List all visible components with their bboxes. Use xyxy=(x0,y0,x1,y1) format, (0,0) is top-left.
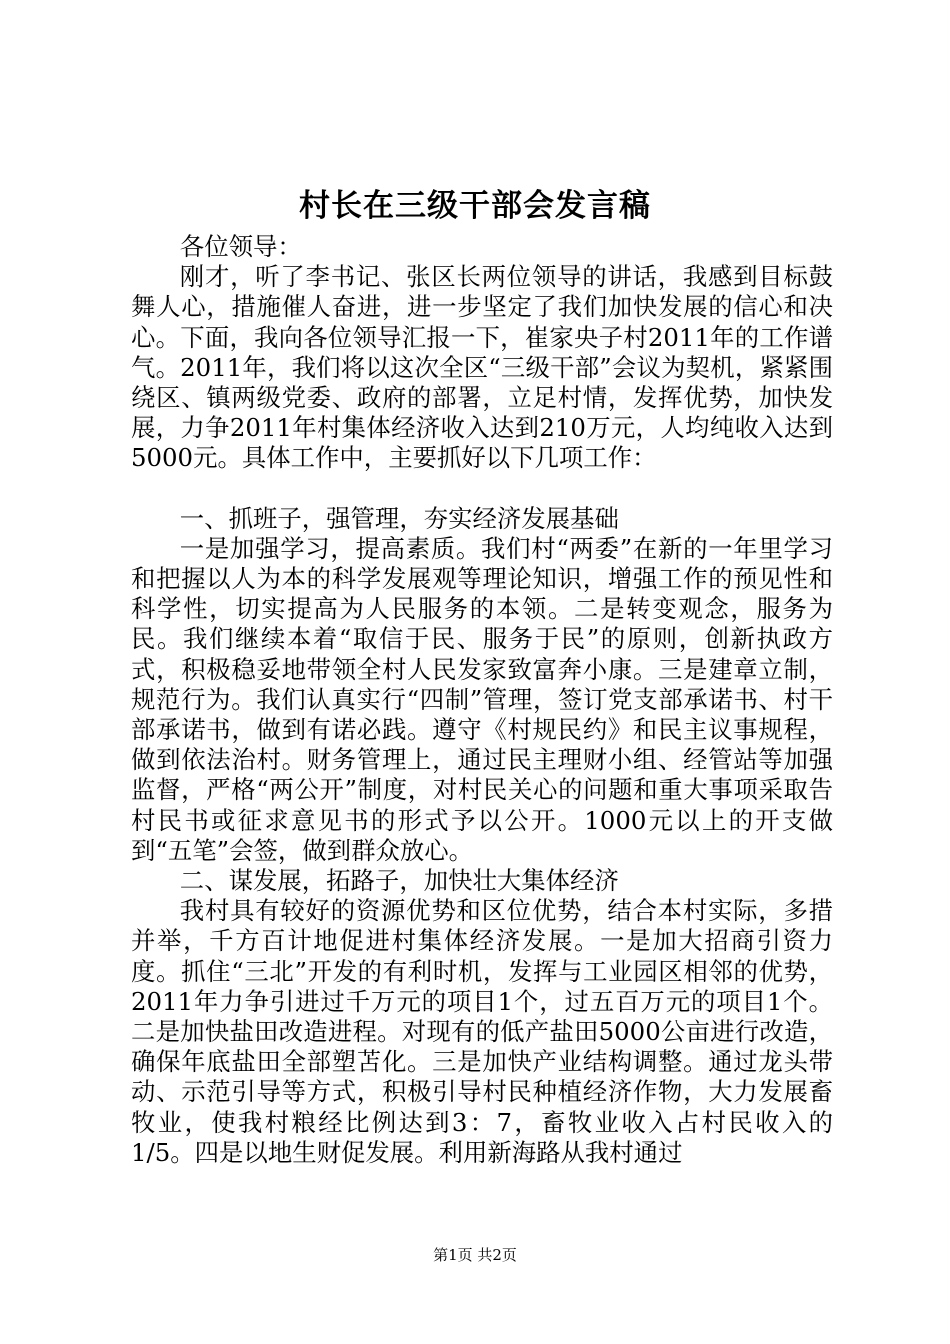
section-body-1: 一是加强学习，提高素质。我们村“两委”在新的一年里学习和把握以人为本的科学发展观等理论知识，增强工作的预见性和科学性，切实提高为人民服务的本领。二是转变观念，服务为民。我们继续本着“取信于民、服务于民”的原则，创新执政方式，积极稳妥地带领全村人民发家致富奔小康。三是建章立制，规范行为。我们认真实行“四制”管理，签订党支部承诺书、村干部承诺书，做到有诺必践。遵守《村规民约》和民主议事规程，做到依法治村。财务管理上，通过民主理财小组、经管站等加强监督，严格“两公开”制度，对村民关心的问题和重大事项采取告村民书或征求意见书的形式予以公开。1000元以上的开支做到“五笔”会签，做到群众放心。 xyxy=(131,533,833,865)
document-body xyxy=(131,232,833,1168)
section-heading-2: 二、谋发展，拓路子，加快壮大集体经济 xyxy=(179,866,619,896)
section-body-2: 我村具有较好的资源优势和区位优势，结合本村实际，多措并举，千方百计地促进村集体经济发展。一是加大招商引资力度。抓住“三北”开发的有利时机，发挥与工业园区相邻的优势，2011年力争引进过千万元的项目1个，过五百万元的项目1个。二是加快盐田改造进程。对现有的低产盐田5000公亩进行改造，确保年底盐田全部塑苫化。三是加快产业结构调整。通过龙头带动、示范引导等方式，积极引导村民种植经济作物，大力发展畜牧业，使我村粮经比例达到3：7，畜牧业收入占村民收入的1/5。四是以地生财促发展。利用新海路从我村通过 xyxy=(131,896,833,1167)
document-title: 村长在三级干部会发言稿 xyxy=(299,188,651,224)
page-footer: 第1页 共2页 xyxy=(433,1246,517,1264)
section-heading-1: 一、抓班子，强管理，夯实经济发展基础 xyxy=(179,503,619,533)
salutation-paragraph: 各位领导： xyxy=(179,232,302,261)
intro-paragraph: 刚才，听了李书记、张区长两位领导的讲话，我感到目标鼓舞人心，措施催人奋进，进一步坚定了我们加快发展的信心和决心。下面，我向各位领导汇报一下，崔家央子村2011年的工作谱气。2011年，我们将以这次全区“三级干部”会议为契机，紧紧围绕区、镇两级党委、政府的部署，立足村情，发挥优势，加快发展，力争2011年村集体经济收入达到210万元，人均纯收入达到5000元。具体工作中，主要抓好以下几项工作： xyxy=(131,262,833,473)
